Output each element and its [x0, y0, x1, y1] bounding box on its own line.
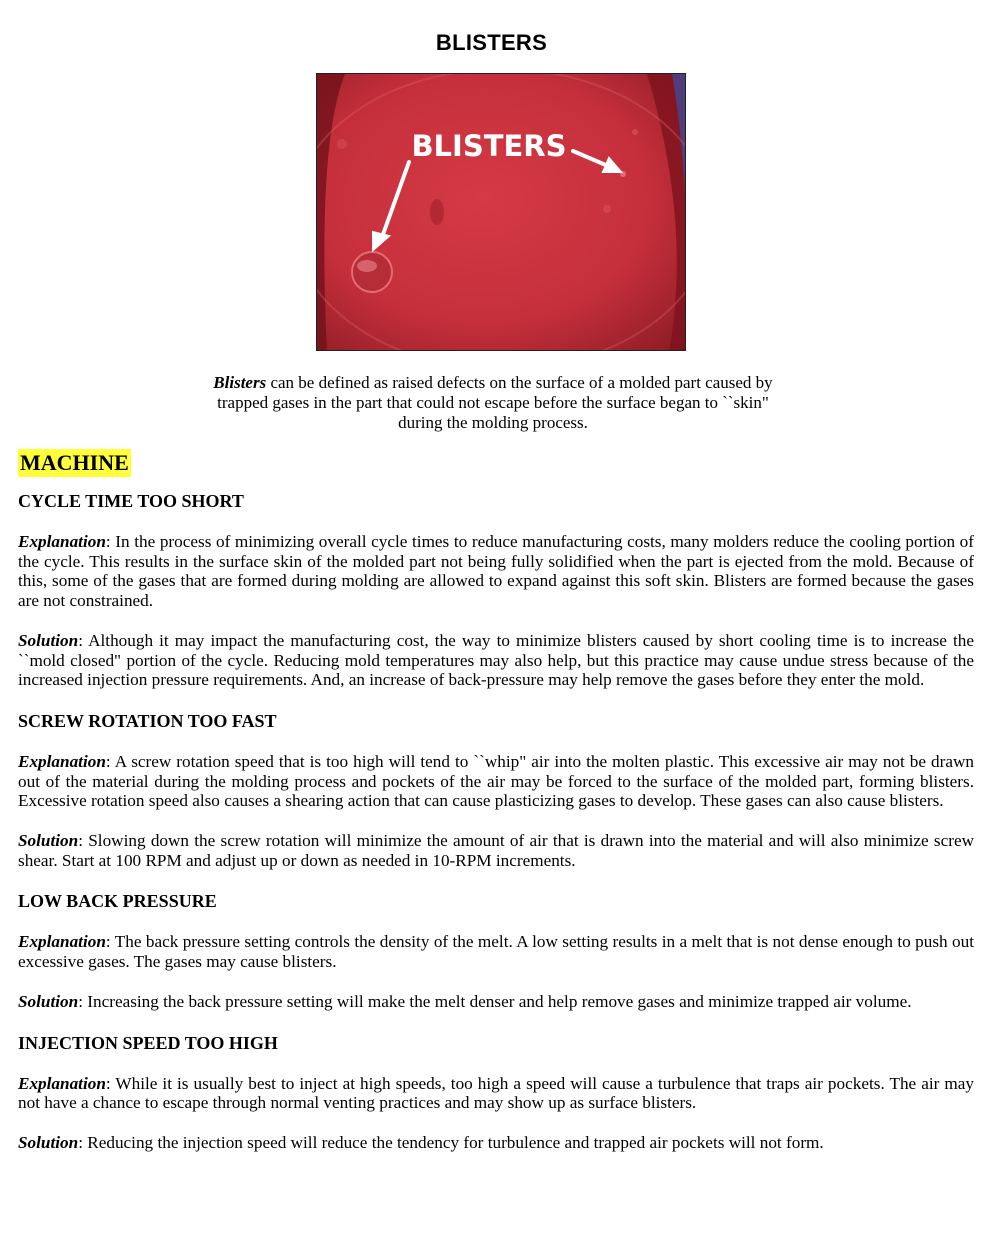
explanation-paragraph — [18, 752, 974, 811]
explanation-text: : A screw rotation speed that is too high will tend to ``whip" air into the molten plastic. This excessive air may not be drawn out of the material during the molding process and pockets of the air may be forced to the surface of the molded part, forming blisters. Excessive rotation speed also causes a shearing action that can cause plasticizing gases to develop. These gases can also cause blisters. — [18, 751, 974, 811]
explanation-text: : While it is usually best to inject at high speeds, too high a speed will cause a turbulence that traps air pockets. The air may not have a chance to escape through normal venting practices and may show up as surface blisters. — [18, 1073, 974, 1113]
explanation-paragraph — [18, 932, 974, 971]
solution-text: : Reducing the injection speed will reduce the tendency for turbulence and trapped air pockets will not form. — [78, 1132, 824, 1152]
solution-paragraph — [18, 1133, 974, 1153]
center-mark — [430, 199, 444, 225]
page-title: BLISTERS — [435, 30, 548, 55]
solution-paragraph — [18, 831, 974, 870]
topic-title: CYCLE TIME TOO SHORT — [18, 491, 244, 511]
topic-cycle-time — [18, 490, 974, 690]
section-heading: MACHINE — [20, 450, 129, 475]
topic-list — [18, 490, 974, 1173]
photo-label: BLISTERS — [411, 129, 567, 163]
explanation-paragraph — [18, 532, 974, 611]
solution-text: : Increasing the back pressure setting will make the melt denser and help remove gases and minimize trapped air volume. — [78, 991, 912, 1011]
topic-screw-rotation — [18, 710, 974, 871]
plate-surface — [317, 74, 686, 351]
topic-injection-speed — [18, 1032, 974, 1153]
blisters-photo — [316, 73, 686, 351]
topic-title: SCREW ROTATION TOO FAST — [18, 710, 277, 731]
solution-text: : Slowing down the screw rotation will minimize the amount of air that is drawn into the material and will also minimize screw shear. Start at 100 RPM and adjust up or down as needed in 10-RPM increments. — [18, 831, 974, 870]
explanation-text: : The back pressure setting controls the density of the melt. A low setting results in a melt that is not dense enough to push out excessive gases. The gases may cause blisters. — [18, 932, 974, 972]
blister-large — [352, 252, 392, 292]
topic-title: LOW BACK PRESSURE — [18, 891, 217, 912]
solution-paragraph — [18, 992, 974, 1012]
solution-label: Solution — [18, 991, 79, 1011]
solution-text: : Although it may impact the manufacturing cost, the way to minimize blisters caused by short cooling time is to increase the ``mold closed" portion of the cycle. Reducing mold temperatures may also help, but this practice may cause undue stress because of the increased injection pressure requirements. And, an increase of back-pressure may help remove the gases before they enter the mold. — [18, 630, 974, 690]
explanation-label: Explanation — [18, 532, 106, 551]
explanation-label: Explanation — [18, 1073, 106, 1093]
solution-label: Solution — [18, 630, 79, 650]
explanation-label: Explanation — [18, 751, 106, 771]
solution-label: Solution — [18, 1132, 79, 1152]
solution-label: Solution — [18, 831, 79, 851]
explanation-paragraph — [18, 1074, 974, 1113]
caption-text: can be defined as raised defects on the surface of a molded part caused by trapped gases in the part that could not escape before the surface began to ``skin" during the molding process. — [217, 373, 773, 432]
explanation-text: : In the process of minimizing overall cycle times to reduce manufacturing costs, many molders reduce the cooling portion of the cycle. This results in the surface skin of the molded part not being fully solidified when the part is ejected from the mold. Because of this, some of the gases that are formed during molding are allowed to expand against this soft skin. Blisters are formed because the gases are not constrained. — [18, 532, 974, 611]
explanation-label: Explanation — [18, 932, 106, 952]
figure-caption — [210, 373, 776, 433]
topic-title: INJECTION SPEED TOO HIGH — [18, 1032, 278, 1053]
solution-paragraph — [18, 631, 974, 690]
topic-back-pressure — [18, 890, 974, 1011]
caption-term: Blisters — [213, 373, 267, 392]
